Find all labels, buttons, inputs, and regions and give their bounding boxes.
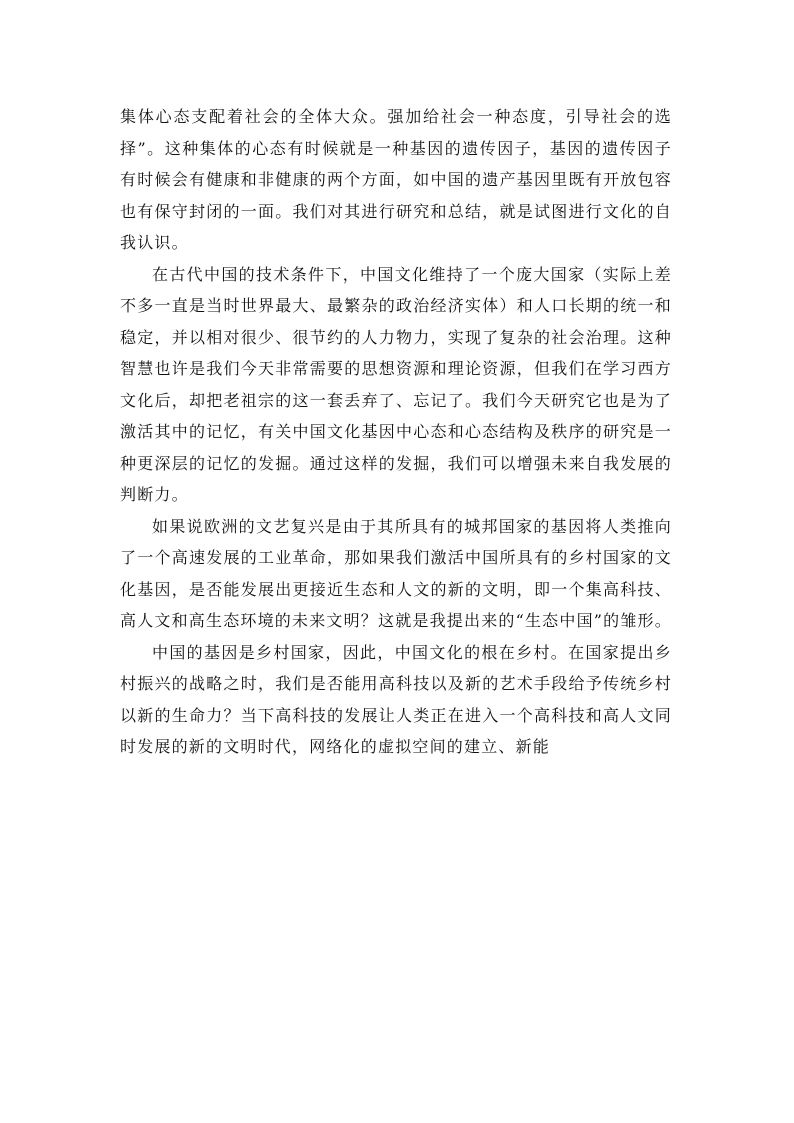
paragraph: 在古代中国的技术条件下，中国文化维持了一个庞大国家（实际上差不多一直是当时世界最大、最繁杂的政治经济实体）和人口长期的统一和稳定，并以相对很少、很节约的人力物力，实现了复杂的社会治理。这种智慧也许是我们今天非常需要的思想资源和理论资源，但我们在学习西方文化后，却把老祖宗的这一套丢弃了、忘记了。我们今天研究它也是为了激活其中的记忆，有关中国文化基因中心态和心态结构及秩序的研究是一种更深层的记忆的发掘。通过这样的发掘，我们可以增强未来自我发展的判断力。 (120, 264, 672, 504)
paragraph-continued: 集体心态支配着社会的全体大众。强加给社会一种态度，引导社会的选择”。这种集体的心态有时候就是一种基因的遗传因子，基因的遗传因子有时候会有健康和非健康的两个方面，如中国的遗产基因里既有开放包容也有保守封闭的一面。我们对其进行研究和总结，就是试图进行文化的自我认识。 (120, 107, 672, 252)
document-body (120, 101, 672, 763)
paragraph: 如果说欧洲的文艺复兴是由于其所具有的城邦国家的基因将人类推向了一个高速发展的工业革命，那如果我们激活中国所具有的乡村国家的文化基因，是否能发展出更接近生态和人文的新的文明，即一个集高科技、高人文和高生态环境的未来文明？这就是我提出来的“生态中国”的雏形。 (120, 516, 672, 630)
paragraph: 中国的基因是乡村国家，因此，中国文化的根在乡村。在国家提出乡村振兴的战略之时，我们是否能用高科技以及新的艺术手段给予传统乡村以新的生命力？当下高科技的发展让人类正在进入一个高科技和高人文同时发展的新的文明时代，网络化的虚拟空间的建立、新能 (120, 642, 672, 756)
